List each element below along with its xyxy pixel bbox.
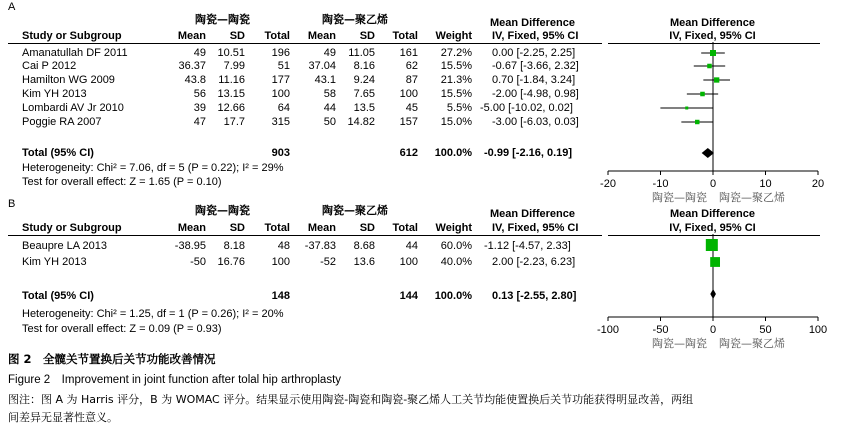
mean1: 49 (193, 47, 206, 59)
favours-right-label: 陶瓷—聚乙烯 (719, 191, 785, 204)
study-name: Beaupre LA 2013 (22, 240, 108, 252)
mean1: 39 (193, 102, 206, 114)
sd2: 13.6 (353, 256, 375, 268)
panel-b-col-total2: Total (392, 222, 418, 234)
panel-a-total-ci: -0.99 [-2.16, 0.19] (484, 147, 573, 159)
favours-right-label: 陶瓷—聚乙烯 (719, 337, 785, 350)
panel-b-heterogeneity: Heterogeneity: Chi² = 1.25, df = 1 (P = 0.26); I² = 20% (22, 308, 284, 320)
total2: 44 (405, 240, 418, 252)
x-tick-label: -20 (600, 178, 616, 190)
pooled-diamond (710, 289, 716, 299)
panel-b-total-n2: 144 (399, 290, 418, 302)
weight: 15.5% (440, 88, 472, 100)
weight: 15.0% (440, 116, 472, 128)
ci-text: 0.70 [-1.84, 3.24] (492, 74, 576, 86)
panel-a-forest-plot (590, 40, 835, 204)
total2: 161 (399, 47, 418, 59)
panel-b-md-title-plot: Mean Difference (670, 208, 755, 220)
panel-a-col-ci: IV, Fixed, 95% CI (492, 30, 579, 42)
sd1: 7.99 (223, 60, 245, 72)
favours-left-label: 陶瓷—陶瓷 (652, 337, 707, 350)
mean1: 56 (193, 88, 206, 100)
panel-b-forest-plot (590, 232, 835, 350)
weight: 40.0% (440, 256, 472, 268)
panel-b-col-mean1: Mean (177, 222, 206, 234)
mean2: 44 (323, 102, 336, 114)
favours-left-label: 陶瓷—陶瓷 (652, 191, 707, 204)
panel-a-group1-header: 陶瓷—陶瓷 (195, 13, 250, 26)
panel-b-col-sd2: SD (359, 222, 375, 234)
total2: 100 (399, 88, 418, 100)
weight: 27.2% (440, 47, 472, 59)
sd1: 11.16 (218, 74, 245, 86)
ci-text: -0.67 [-3.66, 2.32] (492, 60, 579, 72)
panel-b-md-title: Mean Difference (490, 208, 575, 220)
panel-b-total-weight: 100.0% (434, 290, 472, 302)
panel-b-overall-effect: Test for overall effect: Z = 0.09 (P = 0.93) (22, 323, 222, 335)
total1: 196 (271, 47, 290, 59)
total2: 62 (405, 60, 418, 72)
study-name: Amanatullah DF 2011 (22, 47, 128, 59)
mean2: 37.04 (308, 60, 336, 72)
total1: 51 (277, 60, 290, 72)
sd1: 17.7 (223, 116, 245, 128)
x-tick-label: -100 (596, 324, 620, 336)
x-tick-label: -10 (652, 178, 669, 190)
panel-b-col-weight: Weight (435, 222, 472, 234)
panel-a-md-title-plot: Mean Difference (670, 17, 755, 29)
panel-b-total-ci: 0.13 [-2.55, 2.80] (492, 290, 577, 302)
study-name: Kim YH 2013 (22, 256, 87, 268)
weight: 5.5% (446, 102, 472, 114)
x-tick-label: 0 (709, 324, 717, 336)
pooled-diamond (702, 148, 714, 158)
x-tick-label: 50 (759, 324, 772, 336)
panel-a-col-total1: Total (264, 30, 290, 42)
mean2: 58 (323, 88, 336, 100)
total1: 48 (277, 240, 290, 252)
weight: 15.5% (440, 60, 472, 72)
study-square (714, 77, 719, 82)
x-tick-label: 100 (808, 324, 828, 336)
figure-note-line1: 图注：图 A 为 Harris 评分，B 为 WOMAC 评分。结果显示使用陶瓷-陶瓷和陶瓷-聚乙烯人工关节均能使置换后关节功能获得明显改善，两组 (8, 393, 694, 406)
mean1: 36.37 (178, 60, 206, 72)
panel-b-group1-header: 陶瓷—陶瓷 (195, 204, 250, 217)
panel-b-col-ci-plot: IV, Fixed, 95% CI (669, 222, 756, 234)
weight: 60.0% (440, 240, 472, 252)
ci-text: -5.00 [-10.02, 0.02] (480, 102, 573, 114)
panel-a-col-sd1: SD (229, 30, 245, 42)
figure-note-line2: 间差异无显著性意义。 (8, 411, 118, 424)
total2: 157 (399, 116, 418, 128)
sd2: 11.05 (348, 47, 375, 59)
sd1: 8.18 (223, 240, 245, 252)
panel-a-md-title: Mean Difference (490, 17, 575, 29)
mean1: 47 (193, 116, 206, 128)
total1: 64 (277, 102, 290, 114)
total1: 177 (271, 74, 290, 86)
sd1: 16.76 (217, 256, 245, 268)
sd2: 9.24 (353, 74, 375, 86)
ci-text: -2.00 [-4.98, 0.98] (492, 88, 579, 100)
panel-a-col-mean1: Mean (177, 30, 206, 42)
ci-text: 2.00 [-2.23, 6.23] (492, 256, 576, 268)
total1: 315 (271, 116, 290, 128)
panel-b-total-n1: 148 (271, 290, 290, 302)
panel-b-header-rule (8, 235, 602, 236)
panel-a-heterogeneity: Heterogeneity: Chi² = 7.06, df = 5 (P = 0.22); I² = 29% (22, 162, 284, 174)
total2: 45 (405, 102, 418, 114)
study-square (706, 239, 718, 251)
panel-a-overall-effect: Test for overall effect: Z = 1.65 (P = 0.10) (22, 176, 222, 188)
panel-b-label: B (8, 198, 16, 210)
figure-caption-cn: 图 2 全髋关节置换后关节功能改善情况 (8, 352, 216, 366)
total1: 100 (271, 88, 290, 100)
panel-b-col-mean2: Mean (307, 222, 336, 234)
sd1: 12.66 (217, 102, 245, 114)
mean1: -38.95 (174, 240, 206, 252)
panel-a-total-weight: 100.0% (434, 147, 472, 159)
panel-b-col-sd1: SD (229, 222, 245, 234)
x-tick-label: -50 (652, 324, 669, 336)
sd2: 13.5 (353, 102, 375, 114)
study-square (707, 64, 712, 69)
study-name: Kim YH 2013 (22, 88, 87, 100)
mean2: 50 (323, 116, 336, 128)
ci-text: 0.00 [-2.25, 2.25] (492, 47, 576, 59)
panel-a-col-study: Study or Subgroup (22, 30, 122, 42)
ci-text: -3.00 [-6.03, 0.03] (492, 116, 579, 128)
panel-a-total-n1: 903 (271, 147, 290, 159)
study-name: Cai P 2012 (22, 60, 77, 72)
mean2: 43.1 (314, 74, 336, 86)
sd1: 13.15 (217, 88, 245, 100)
sd2: 8.16 (353, 60, 375, 72)
study-name: Hamilton WG 2009 (22, 74, 115, 86)
panel-a-header-rule (8, 43, 602, 44)
panel-b-col-ci: IV, Fixed, 95% CI (492, 222, 579, 234)
mean2: -52 (320, 256, 336, 268)
x-tick-label: 20 (811, 178, 825, 190)
mean2: 49 (323, 47, 336, 59)
sd2: 8.68 (353, 240, 375, 252)
study-name: Lombardi AV Jr 2010 (22, 102, 124, 114)
panel-a-group2-header: 陶瓷—聚乙烯 (322, 13, 388, 26)
panel-b-total-label: Total (95% CI) (22, 290, 94, 302)
sd2: 14.82 (347, 116, 375, 128)
panel-b-col-study: Study or Subgroup (22, 222, 122, 234)
panel-a-col-weight: Weight (435, 30, 472, 42)
mean1: -50 (190, 256, 206, 268)
panel-a-total-label: Total (95% CI) (22, 147, 94, 159)
study-square (700, 92, 705, 97)
weight: 21.3% (440, 74, 472, 86)
mean1: 43.8 (184, 74, 206, 86)
mean2: -37.83 (304, 240, 336, 252)
x-tick-label: 10 (759, 178, 772, 190)
panel-a-col-mean2: Mean (307, 30, 336, 42)
study-square (685, 107, 688, 110)
panel-a-col-sd2: SD (359, 30, 375, 42)
study-square (710, 257, 720, 267)
x-tick-label: 0 (709, 178, 717, 190)
panel-b-col-total1: Total (264, 222, 290, 234)
total1: 100 (271, 256, 290, 268)
sd1: 10.51 (217, 47, 245, 59)
study-name: Poggie RA 2007 (22, 116, 102, 128)
study-square (695, 120, 699, 124)
panel-a-col-ci-plot: IV, Fixed, 95% CI (669, 30, 756, 42)
panel-b-group2-header: 陶瓷—聚乙烯 (322, 204, 388, 217)
ci-text: -1.12 [-4.57, 2.33] (484, 240, 571, 252)
panel-a-label: A (8, 1, 16, 13)
total2: 100 (399, 256, 418, 268)
sd2: 7.65 (353, 88, 375, 100)
total2: 87 (405, 74, 418, 86)
study-square (710, 50, 716, 56)
panel-a-total-n2: 612 (399, 147, 418, 159)
panel-a-col-total2: Total (392, 30, 418, 42)
figure-caption-en: Figure 2 Improvement in joint function after tolal hip arthroplasty (8, 374, 342, 386)
